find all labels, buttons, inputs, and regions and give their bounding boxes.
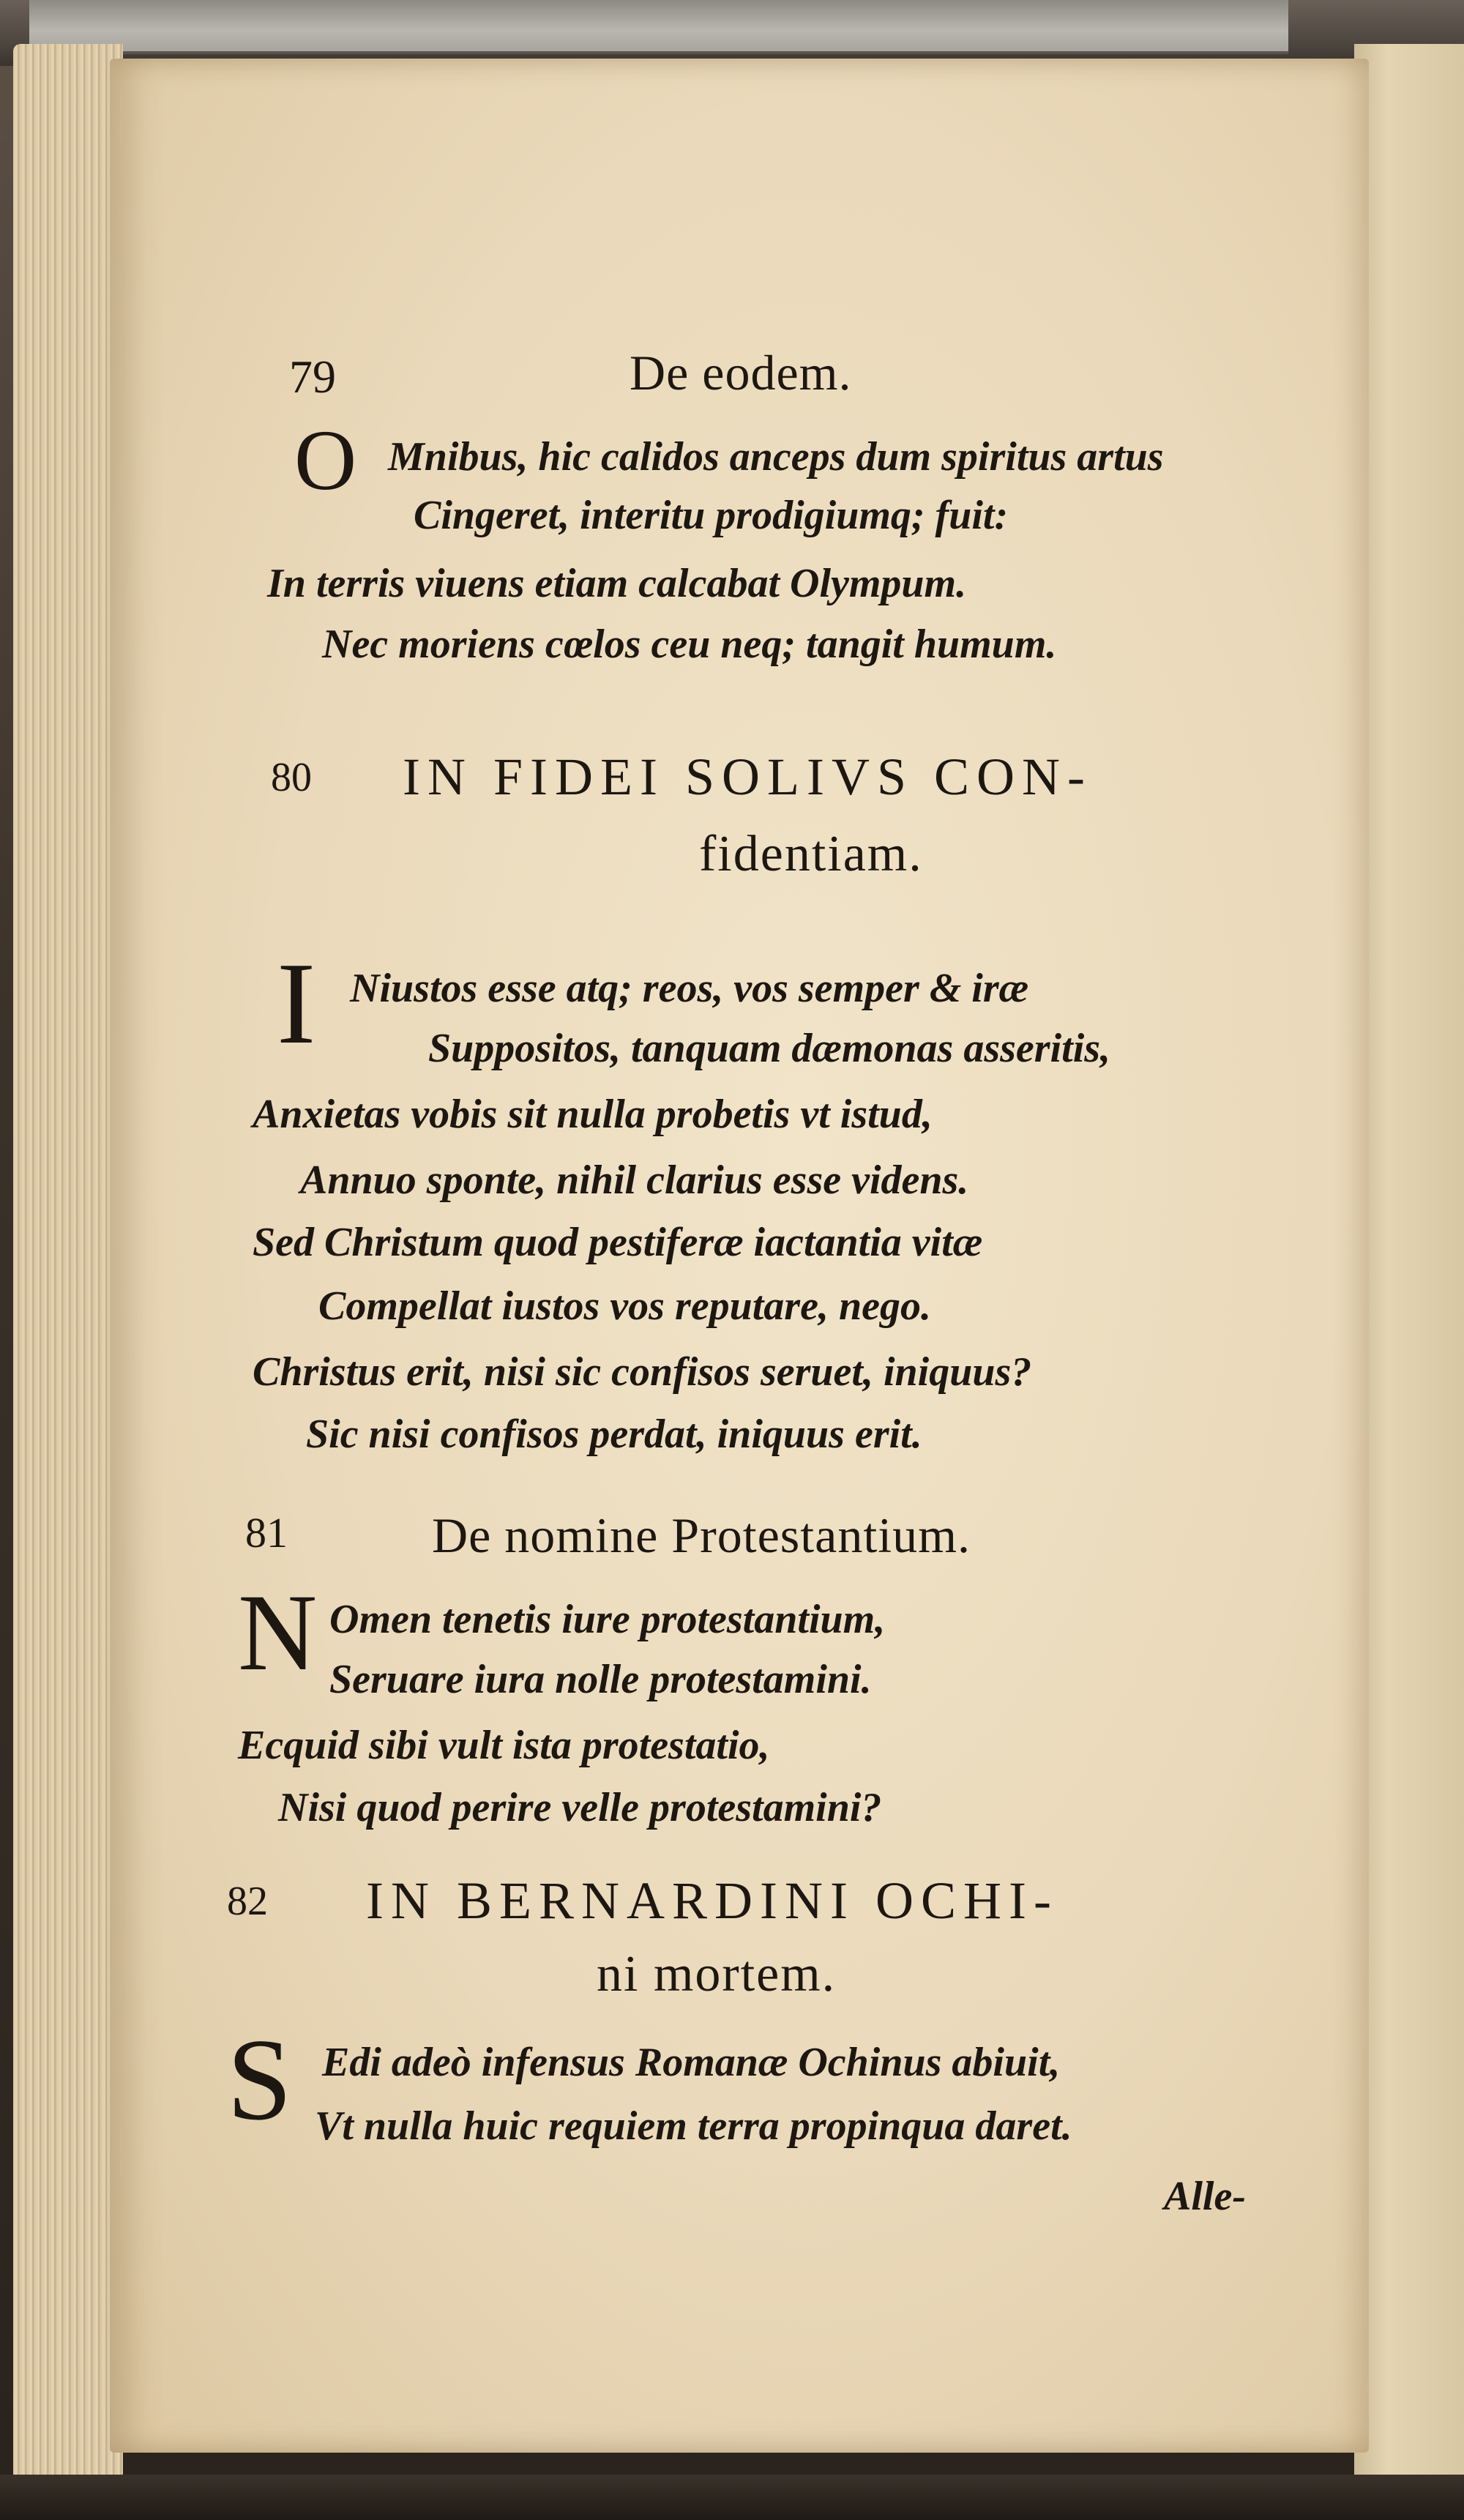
poem-82-title-line-1: IN BERNARDINI OCHI-: [366, 1871, 1058, 1930]
poem-79-line-2: Cingeret, interitu prodigiumq; fuit:: [414, 493, 1009, 538]
poem-80-title-line-2: fidentiam.: [699, 826, 923, 882]
running-head: De eodem.: [630, 345, 852, 400]
drop-cap-s: S: [227, 2014, 292, 2144]
poem-80-title-line-1: IN FIDEI SOLIVS CON-: [403, 748, 1092, 806]
facing-page-edge: [1354, 44, 1464, 2482]
catchword: Alle-: [1164, 2174, 1246, 2219]
poem-81-title: De nomine Protestantium.: [432, 1507, 971, 1563]
poem-80-line-5: Sed Christum quod pestiferæ iactantia vitæ: [253, 1220, 983, 1265]
poem-80-line-7: Christus erit, nisi sic confisos seruet, iniquus?: [253, 1349, 1032, 1395]
poem-80-line-8: Sic nisi confisos perdat, iniquus erit.: [306, 1412, 922, 1457]
poem-82-title-line-2: ni mortem.: [597, 1946, 837, 2002]
bottom-shadow: [0, 2475, 1464, 2520]
poem-81-line-1: Omen tenetis iure protestantium,: [329, 1597, 886, 1642]
poem-81-line-2: Seruare iura nolle protestamini.: [329, 1657, 872, 1702]
poem-80-line-4: Annuo sponte, nihil clarius esse videns.: [300, 1158, 969, 1203]
page-edge-stack: [13, 44, 123, 2482]
poem-82-number: 82: [227, 1879, 268, 1924]
poem-81-number: 81: [245, 1509, 288, 1557]
poem-81-line-3: Ecquid sibi vult ista protestatio,: [238, 1723, 770, 1768]
poem-79-line-4: Nec moriens cœlos ceu neq; tangit humum.: [322, 622, 1057, 667]
poem-82-line-1: Edi adeò infensus Romanæ Ochinus abiuit,: [322, 2040, 1061, 2085]
poem-79-line-3: In terris viuens etiam calcabat Olympum.: [267, 561, 967, 606]
drop-cap-o: O: [294, 412, 357, 508]
poem-80-line-3: Anxietas vobis sit nulla probetis vt istud,: [253, 1092, 933, 1137]
poem-81-line-4: Nisi quod perire velle protestamini?: [278, 1785, 882, 1830]
page-number: 79: [289, 351, 336, 403]
poem-82-line-2: Vt nulla huic requiem terra propinqua daret.: [315, 2103, 1072, 2149]
poem-80-line-2: Suppositos, tanquam dæmonas asseritis,: [428, 1026, 1111, 1071]
poem-79-line-1: Mnibus, hic calidos anceps dum spiritus artus: [388, 434, 1164, 480]
poem-80-line-1: Niustos esse atq; reos, vos semper & iræ: [350, 966, 1029, 1011]
poem-80-line-6: Compellat iustos vos reputare, nego.: [318, 1283, 931, 1329]
drop-cap-n: N: [238, 1572, 318, 1693]
poem-80-number: 80: [271, 755, 312, 800]
drop-cap-i: I: [277, 938, 316, 1068]
cover-flap: [29, 0, 1288, 54]
